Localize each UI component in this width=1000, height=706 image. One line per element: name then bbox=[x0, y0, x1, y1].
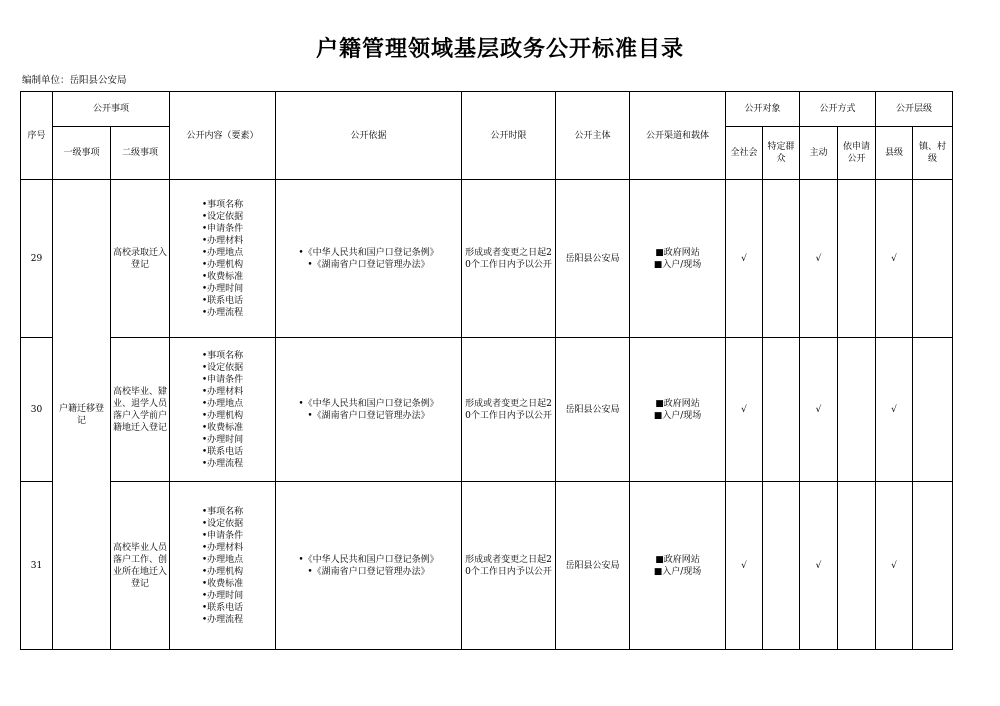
content-cell bbox=[170, 482, 276, 650]
channel-item: ■ 入户/现场 bbox=[632, 259, 723, 271]
content-item: • 事项名称 bbox=[172, 199, 273, 211]
header-basis: 公开依据 bbox=[276, 92, 462, 180]
basis-cell bbox=[276, 338, 462, 482]
audience-all-check: √ bbox=[726, 180, 763, 338]
channel-item: ■ 入户/现场 bbox=[632, 566, 723, 578]
channel-cell bbox=[630, 338, 726, 482]
content-item: • 收费标准 bbox=[172, 271, 273, 283]
channel-item: ■ 政府网站 bbox=[632, 398, 723, 410]
content-item: • 申请条件 bbox=[172, 223, 273, 235]
basis-item: • 《湖南省户口登记管理办法》 bbox=[278, 259, 459, 271]
header-level-county: 县级 bbox=[876, 127, 913, 180]
header-content: 公开内容（要素） bbox=[170, 92, 276, 180]
time-limit-cell: 形成或者变更之日起20个工作日内予以公开 bbox=[462, 180, 556, 338]
content-item: • 办理流程 bbox=[172, 307, 273, 319]
time-limit-cell: 形成或者变更之日起20个工作日内予以公开 bbox=[462, 482, 556, 650]
content-item: • 设定依据 bbox=[172, 518, 273, 530]
header-level: 公开层级 bbox=[876, 92, 953, 127]
header-audience-specific: 特定群众 bbox=[763, 127, 800, 180]
header-method: 公开方式 bbox=[800, 92, 876, 127]
subject-cell: 岳阳县公安局 bbox=[556, 180, 630, 338]
level-town-check bbox=[913, 338, 953, 482]
header-channel: 公开渠道和载体 bbox=[630, 92, 726, 180]
level2-cell: 高校毕业人员落户工作、创业所在地迁入登记 bbox=[111, 482, 170, 650]
content-item: • 收费标准 bbox=[172, 422, 273, 434]
method-request-check bbox=[838, 338, 876, 482]
content-item: • 办理地点 bbox=[172, 398, 273, 410]
header-level-town: 镇、村级 bbox=[913, 127, 953, 180]
channel-item: ■ 政府网站 bbox=[632, 247, 723, 259]
level-county-check: √ bbox=[876, 180, 913, 338]
content-item: • 设定依据 bbox=[172, 362, 273, 374]
content-item: • 办理时间 bbox=[172, 283, 273, 295]
content-item: • 办理材料 bbox=[172, 542, 273, 554]
page-title: 户籍管理领域基层政务公开标准目录 bbox=[315, 37, 684, 62]
content-item: • 办理流程 bbox=[172, 614, 273, 626]
content-item: • 联系电话 bbox=[172, 446, 273, 458]
subject-cell: 岳阳县公安局 bbox=[556, 338, 630, 482]
method-active-check: √ bbox=[800, 482, 838, 650]
channel-item: ■ 政府网站 bbox=[632, 554, 723, 566]
method-active-check: √ bbox=[800, 180, 838, 338]
method-request-check bbox=[838, 482, 876, 650]
content-item: • 联系电话 bbox=[172, 295, 273, 307]
content-item: • 申请条件 bbox=[172, 374, 273, 386]
content-item: • 办理机构 bbox=[172, 259, 273, 271]
level-county-check: √ bbox=[876, 338, 913, 482]
channel-cell bbox=[630, 482, 726, 650]
content-cell bbox=[170, 180, 276, 338]
content-item: • 办理材料 bbox=[172, 235, 273, 247]
level-town-check bbox=[913, 482, 953, 650]
audience-specific-check bbox=[763, 338, 800, 482]
table-row bbox=[21, 482, 953, 650]
content-item: • 办理时间 bbox=[172, 590, 273, 602]
header-method-active: 主动 bbox=[800, 127, 838, 180]
audience-specific-check bbox=[763, 180, 800, 338]
content-item: • 办理材料 bbox=[172, 386, 273, 398]
content-cell bbox=[170, 338, 276, 482]
seq-cell: 29 bbox=[21, 180, 53, 338]
content-item: • 收费标准 bbox=[172, 578, 273, 590]
table-row bbox=[21, 338, 953, 482]
method-request-check bbox=[838, 180, 876, 338]
header-subject: 公开主体 bbox=[556, 92, 630, 180]
method-active-check: √ bbox=[800, 338, 838, 482]
content-item: • 办理机构 bbox=[172, 410, 273, 422]
disclosure-catalog-table bbox=[20, 91, 953, 650]
basis-item: • 《中华人民共和国户口登记条例》 bbox=[278, 247, 459, 259]
basis-item: • 《湖南省户口登记管理办法》 bbox=[278, 410, 459, 422]
seq-cell: 31 bbox=[21, 482, 53, 650]
content-item: • 申请条件 bbox=[172, 530, 273, 542]
content-item: • 办理时间 bbox=[172, 434, 273, 446]
subject-cell: 岳阳县公安局 bbox=[556, 482, 630, 650]
compiler-unit: 编制单位：岳阳县公安局 bbox=[22, 75, 127, 86]
audience-all-check: √ bbox=[726, 482, 763, 650]
level2-cell: 高校录取迁入登记 bbox=[111, 180, 170, 338]
content-item: • 办理流程 bbox=[172, 458, 273, 470]
header-disclosure-items: 公开事项 bbox=[53, 92, 170, 127]
content-item: • 办理地点 bbox=[172, 554, 273, 566]
header-row-1 bbox=[21, 92, 953, 127]
audience-specific-check bbox=[763, 482, 800, 650]
content-item: • 设定依据 bbox=[172, 211, 273, 223]
level2-cell: 高校毕业、肄业、退学人员落户入学前户籍地迁入登记 bbox=[111, 338, 170, 482]
basis-item: • 《中华人民共和国户口登记条例》 bbox=[278, 398, 459, 410]
header-time-limit: 公开时限 bbox=[462, 92, 556, 180]
basis-item: • 《中华人民共和国户口登记条例》 bbox=[278, 554, 459, 566]
time-limit-cell: 形成或者变更之日起20个工作日内予以公开 bbox=[462, 338, 556, 482]
channel-item: ■ 入户/现场 bbox=[632, 410, 723, 422]
seq-cell: 30 bbox=[21, 338, 53, 482]
basis-item: • 《湖南省户口登记管理办法》 bbox=[278, 566, 459, 578]
header-level2: 二级事项 bbox=[111, 127, 170, 180]
level-town-check bbox=[913, 180, 953, 338]
audience-all-check: √ bbox=[726, 338, 763, 482]
level-county-check: √ bbox=[876, 482, 913, 650]
content-item: • 事项名称 bbox=[172, 350, 273, 362]
header-method-request: 依申请公开 bbox=[838, 127, 876, 180]
header-audience-all: 全社会 bbox=[726, 127, 763, 180]
header-audience: 公开对象 bbox=[726, 92, 800, 127]
header-seq: 序号 bbox=[21, 92, 53, 180]
basis-cell bbox=[276, 482, 462, 650]
table-row bbox=[21, 180, 953, 338]
content-item: • 事项名称 bbox=[172, 506, 273, 518]
content-item: • 联系电话 bbox=[172, 602, 273, 614]
level1-cell: 户籍迁移登记 bbox=[53, 180, 111, 650]
header-level1: 一级事项 bbox=[53, 127, 111, 180]
basis-cell bbox=[276, 180, 462, 338]
channel-cell bbox=[630, 180, 726, 338]
content-item: • 办理机构 bbox=[172, 566, 273, 578]
content-item: • 办理地点 bbox=[172, 247, 273, 259]
